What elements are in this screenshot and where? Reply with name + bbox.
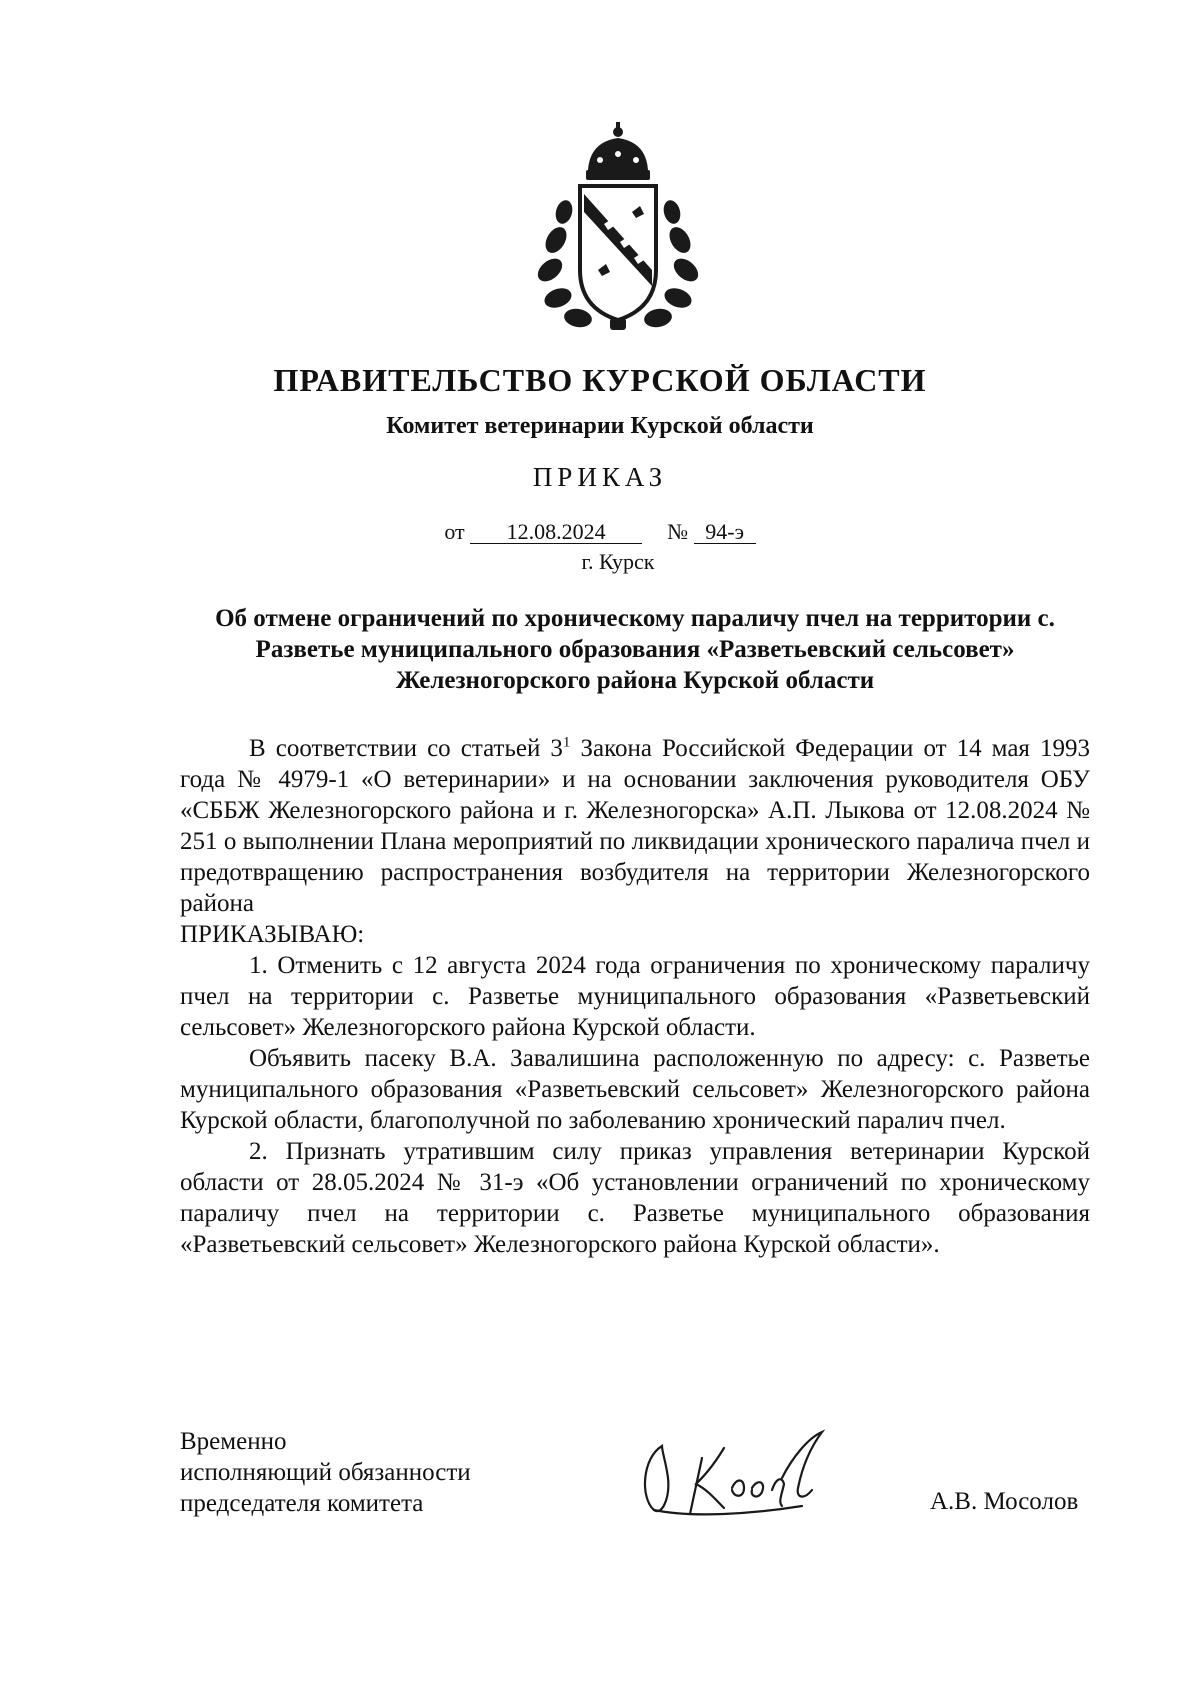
signatory-name: А.В. Мосолов [930, 1488, 1079, 1515]
position-line: исполняющий обязанности [180, 1459, 471, 1486]
government-title: ПРАВИТЕЛЬСТВО КУРСКОЙ ОБЛАСТИ [273, 362, 927, 398]
order-word: ПРИКАЗЫВАЮ: [180, 921, 365, 948]
committee-title: Комитет ветеринарии Курской области [386, 413, 814, 439]
order-body [180, 733, 1090, 1260]
signatory-position [180, 1426, 471, 1519]
item-1-continuation: Объявить пасеку В.А. Завалишина расположенную по адресу: с. Разветье муниципального образования «Разветьевский сельсовет» Железногорского района Курской области, благополучной по заболеванию хронический паралич пчел. [180, 1045, 1090, 1134]
position-line: Временно [180, 1428, 287, 1455]
city: г. Курск [581, 549, 655, 574]
item-1: 1. Отменить с 12 августа 2024 года ограничения по хроническому параличу пчел на территории с. Разветье муниципального образования «Разветьевский сельсовет» Железногорского района Курской области. [180, 952, 1090, 1041]
handwritten-signature-icon [632, 1418, 852, 1528]
date-number-line [0, 519, 1200, 545]
preamble-paragraph [180, 733, 1090, 919]
date-prefix: от [444, 519, 465, 544]
document-type: ПРИКАЗ [532, 462, 668, 492]
preamble-text-cont: Закона Российской Федерации от 14 мая 1993 года № 4979-1 «О ветеринарии» и на основании заключения руководителя ОБУ «СББЖ Железногорского района и г. Железногорска» А.П. Лыкова от 12.08.2024 № 251 о выполнении Плана мероприятий по ликвидации хронического паралича пчел и предотвращению распространения возбудителя на территории Железногорского района [180, 735, 1090, 917]
preamble-text: В соответствии со статьей 3 [249, 735, 563, 762]
number-prefix: № [667, 519, 689, 544]
order-number: 94-э [694, 521, 756, 544]
kursk-coat-of-arms-icon [528, 120, 708, 335]
position-line: председателя комитета [180, 1490, 424, 1517]
item-2: 2. Признать утратившим силу приказ управления ветеринарии Курской области от 28.05.2024 № 31-э «Об установлении ограничений по хроническому параличу пчел на территории с. Разветье муниципального образования «Разветьевский сельсовет» Железногорского района Курской области». [180, 1138, 1090, 1258]
preamble-superscript: 1 [562, 734, 571, 751]
order-subject: Об отмене ограничений по хроническому параличу пчел на территории с. Разветье муниципального образования «Разветьевский сельсовет» Железногорского района Курской области [215, 605, 1055, 694]
order-date: 12.08.2024 [470, 521, 642, 544]
